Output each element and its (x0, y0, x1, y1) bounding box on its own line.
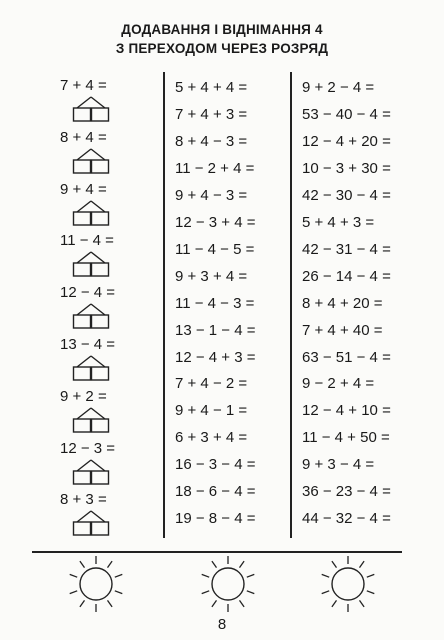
answer-boxes (72, 148, 112, 174)
exercise: 26 − 14 − 4 = (302, 267, 391, 285)
worksheet-subtitle: З ПЕРЕХОДОМ ЧЕРЕЗ РОЗРЯД (115, 41, 329, 56)
answer-boxes (72, 96, 112, 122)
answer-boxes (72, 510, 112, 536)
exercise: 18 − 6 − 4 = (175, 483, 256, 501)
page-number: 8 (217, 616, 227, 633)
exercise: 42 − 30 − 4 = (302, 186, 391, 204)
exercise: 11 − 2 + 4 = (175, 159, 255, 177)
exercise: 44 − 32 − 4 = (302, 510, 391, 528)
exercise-expression: 11 − 4 = (60, 232, 114, 250)
exercise: 12 − 4 + 3 = (175, 348, 256, 366)
exercise: 13 − 1 − 4 = (175, 321, 256, 339)
exercise: 8 + 4 + 20 = (302, 294, 383, 312)
column-divider-left (163, 72, 165, 538)
exercise: 7 + 4 − 2 = (175, 375, 248, 393)
exercise: 9 + 3 + 4 = (175, 267, 248, 285)
bottom-divider (32, 551, 402, 553)
exercise: 9 + 4 − 3 = (175, 186, 248, 204)
exercise: 6 + 3 + 4 = (175, 429, 248, 447)
exercise: 42 − 31 − 4 = (302, 240, 391, 258)
exercise: 53 − 40 − 4 = (302, 105, 391, 123)
answer-boxes (72, 459, 112, 485)
sun-icon (316, 556, 380, 617)
exercise: 9 + 3 − 4 = (302, 456, 375, 474)
exercise-expression: 12 − 4 = (60, 284, 116, 302)
answer-boxes (72, 200, 112, 226)
exercise: 5 + 4 + 3 = (302, 213, 375, 231)
exercise-expression: 8 + 4 = (60, 128, 107, 146)
exercise: 19 − 8 − 4 = (175, 510, 256, 528)
exercise: 11 − 4 + 50 = (302, 429, 390, 447)
exercise-expression: 9 + 4 = (60, 180, 107, 198)
exercise: 10 − 3 + 30 = (302, 159, 391, 177)
sun-icon (64, 556, 128, 617)
exercise: 8 + 4 − 3 = (175, 132, 248, 150)
exercise: 12 − 4 + 10 = (302, 402, 391, 420)
column-divider-right (290, 72, 292, 538)
exercise: 63 − 51 − 4 = (302, 348, 391, 366)
answer-boxes (72, 407, 112, 433)
exercise: 7 + 4 + 40 = (302, 321, 383, 339)
exercise-expression: 12 − 3 = (60, 439, 116, 457)
exercise: 9 + 4 − 1 = (175, 402, 248, 420)
exercise-expression: 8 + 3 = (60, 491, 107, 509)
exercise-expression: 9 + 2 = (60, 387, 107, 405)
exercise: 16 − 3 − 4 = (175, 456, 256, 474)
exercise: 12 − 3 + 4 = (175, 213, 256, 231)
exercise: 5 + 4 + 4 = (175, 79, 248, 96)
worksheet-title: ДОДАВАННЯ І ВІДНІМАННЯ 4 (121, 22, 323, 37)
exercise-expression: 7 + 4 = (60, 77, 107, 94)
exercise: 11 − 4 − 5 = (175, 240, 255, 258)
exercise: 12 − 4 + 20 = (302, 132, 391, 150)
sun-icon (196, 556, 260, 617)
exercise: 9 − 2 + 4 = (302, 375, 375, 393)
answer-boxes (72, 251, 112, 277)
exercise: 9 + 2 − 4 = (302, 79, 375, 96)
exercise: 11 − 4 − 3 = (175, 294, 255, 312)
answer-boxes (72, 303, 112, 329)
answer-boxes (72, 355, 112, 381)
exercise-expression: 13 − 4 = (60, 336, 116, 353)
exercise: 36 − 23 − 4 = (302, 483, 391, 501)
exercise: 7 + 4 + 3 = (175, 105, 248, 123)
